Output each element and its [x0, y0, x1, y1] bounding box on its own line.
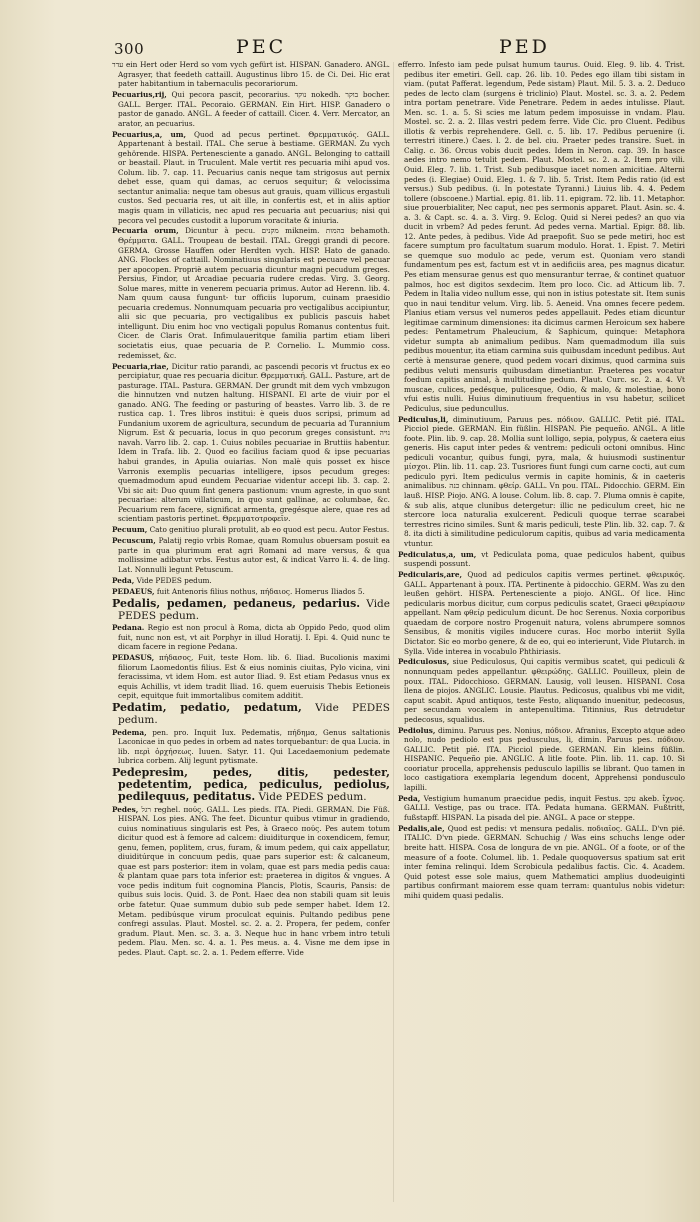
entry-text: Quod est pedis: vt mensura pedalis. ποδιαῖος. GALL. D'vn pié. ITALIC. D'vn piede. GERMAN. Schuchig / Was eins schuchs lenge oder breite hatt. HISPA. Cosa de longura de vn pie. ANGL. Of a foote, or of the measure of a foote. Columel. lib. 1. Pedale quoquoversus spatium sat erit inter femina relinqui. Idem Scrobicula pedalibus factis. Cic. 4. Academ. Quid potest esse sole maius, quem Mathematici amplius duodeuiginti partibus confirmant maiorem esse quam terram: quantulus nobis videtur: mihi quidem quasi pedalis.	[404, 823, 685, 900]
dictionary-entry	[398, 657, 685, 724]
entry-lemma: Pedana.	[112, 622, 145, 632]
entry-lemma: Pedicularis,are,	[398, 570, 463, 580]
entry-lemma: Pecuscum,	[112, 536, 156, 546]
entry-lemma: Pediculus,li,	[398, 414, 449, 424]
entry-text: עדר ein Hert oder Herd so vom vych gefürt ist. HISPAN. Ganadero. ANGL. Agrasyer, that feedeth cattaill. Augustinus libro 15. de Ci. Dei. Hic erat pater habitantium in tabernaculis pecorariorum.	[112, 60, 390, 89]
dictionary-entry	[398, 726, 685, 793]
entry-text: Vide PEDES pedum.	[136, 575, 212, 585]
entry-text: Dicuntur à pecu. מקנים mikneim. בהמות behamoth. Θρέμματα. GALL. Troupeau de bestail. ITAL. Greggi grandi di pecore. GERMA. Grosse Hauffen oder Herdten vych. HISP. Hato de ganado. ANG. Flockes of cattaill. Nominatiuus singularis est pecuare vel pecuar per apocopen. Propriè autem pecuaria dicuntur magni pecudum greges. Persius, Findor, ut Arcadiae pecuaria rudere credas. Virg. 3. Georg. Solue mares, mitte in venerem pecuaria primus. Autor ad Herenn. lib. 4. Nam quum causa fungunt- tur officiis luporum, cuinam praesidio pecuaria credemus. Nonnumquam pecuaria pro vectigalibus accipiuntur, alii sic que pecuaria, pro vectigalibus ex publicis pascuis habet intelligunt. Diu enim hoc vno vectigali populus Romanus contentus fuit. Cicer. de Claris Orat. Infimulaueritque familia partim etiam liberi societatis eius, quae pecuaria de P. Cornelio. L. Mummio coss. redemisset, &c.	[118, 226, 390, 360]
dictionary-entry	[112, 767, 390, 803]
entry-text: diminu. Paruus pes. Nonius, πόδιον. Afranius, Excepto atque adeo nolo, nudo pediolo est pus pedusculus, li, dimin. Paruus pes. πόδιον. GALLIC. Petit pié. ITA. Picciol piede. GERMAN. Ein kleins füßlin. HISPANIC. Pequeño pie. ANGLIC. A litle foote. Plin. lib. 11. cap. 10. Si cooriatur procella, apprehensis pedusculo lapillis se librant. Quo tamen in loco castigatiora exemplaria legendum docent, Apprehensi pondusculo lapilli.	[404, 725, 685, 792]
dictionary-entry	[112, 226, 390, 360]
entry-text: Qui pecora pascit, pecorarius. נוקד nokedh. בוקר bocher. GALL. Berger. ITAL. Pecoraio. GERMAN. Ein Hirt. HISP. Ganadero o pastor de ganado. ANGL. A feeder of cattaill. Cicer. 4. Verr. Mercator, an arator, an pecuarius.	[118, 90, 390, 128]
entry-text: Vide PEDES pedum.	[118, 702, 390, 727]
dictionary-entry	[112, 60, 390, 89]
entry-lemma: Pecuum,	[112, 525, 148, 535]
entry-text: fuit Antenoris filius nothus, πήδαιος. Homerus Iliados 5.	[156, 586, 365, 596]
dictionary-entry	[398, 415, 685, 549]
entry-text: Dicitur ratio parandi, ac pascendi pecoris vt fructus ex eo percipiatur, quae res pecuaria dicitur. Θρεμματική. GALL. Pasture, art de pasturage. ITAL. Pastura. GERMAN. Der grundt mit dem vych vmbzugon die hinnutzen vnd nutzen haltung. HISPANI. El arte de viuir por el ganado. ANG. The feeding or pasturing of beastes. Varro lib. 3. de re rustica cap. 1. Tres libros institui: è queis duos scripsi, primum ad Fundanium uxorem de agricultura, secundum de pecuaria ad Turannium Nigrum. Est & pecuaria, locus in quo pecorum greges consistunt. נויה navah. Varro lib. 2. cap. 1. Cuius nobiles pecuariae in Bruttiis habentur. Idem in Trafa. lib. 2. Quod eo facilius faciam quod & ipse pecuarias habui grandes, in Apulia ouiarias. Non malè quis posset ex hisce Varronis exemplis pecuarias intelligere, ipsos pecudum greges: quemadmodum apud eundem Pecuariae videntur accepi lib. 3. cap. 2. Vbi sic ait: Duo quum fint genera pastionum: vnum agreste, in quo sunt pecuariae: alterum villaticum, in quo sunt gallinae, ac columbae, &c. Pecuarium rem facere, significat armenta, gregésque alere, quae res ad scientiam pastoris pertinet. Θρεμματοτροφεῖν.	[118, 361, 390, 524]
entry-text: Quod ad pediculos capitis vermes pertinet. φθειρικός. GALL. Appartenant à poux. ITA. Pertinente à pidocchio. GERM. Was zu den leußen gehört. HISPA. Pertenesciente a piojo. ANGL. Of lice. Hinc pedicularis morbus dicitur, cum corpus pediculis scatet, Graeci φθειρίασιν appellant. Nam φθείρ pediculum dicunt. De hoc Serenus. Noxia corporibus quaedam de corpore nostro Progenuit natura, volens abrumpere somnos Sensibus, & monitis vigiles inducere curas. Hoc morbo interiit Sylla Dictator. Sic eo morbo genere, & de eo, qui eo interierunt, Vide Plutarch. in Sylla. Vide interea in vocabulo Phthiriasis.	[404, 570, 685, 656]
entry-lemma: Pedatim, pedatio, pedatum,	[112, 701, 302, 715]
entry-text: רגל reghel. πούς. GALL. Les pieds. ITA. Piedi. GERMAN. Die Füß. HISPAN. Los pies. ANG. The feet. Dicuntur quibus vtimur in gradiendo, cuius nominatiuus singularis est Pes, à Graeco πούς. Pes autem totum dicitur quod est à femore ad calcem: diuiditurque in coxendicem, femur, genu, femen, poplitem, crus, furam, & imum pedem, qui caix appellatur, diuiditúrque in concuum pedis, quae pars superior est: & calcaneum, quae est pars posterior: item in volam, quae est pars media pedis caua: & plantam quae pars tota inferior est: praeterea in digitos & vngues. A voce pedis inditum fuit cognomina Plancis, Plotis, Scauris, Pansis: de quibus suis locis. Quid. 3. de Pont. Haec dea non stabili quam sit leuis orbe fatetur. Quae summum dubio sub pede semper habet. Idem 12. Metam. pedibúsque virum proculcat equinis. Pultando pedibus pene confregi assulas. Plaut. Mostel. sc. 2. a. 2. Propera, fer pedem, confer gradum. Plaut. Men. sc. 3. a. 3. Neque huc in hanc vrbem intro tetuli pedem. Plau. Men. sc. 4. a. 1. Pes meus. a. 4. Visne me dem ipse in pedes. Plaut. Capt. sc. 2. a. 1. Pedem efferre. Vide	[118, 804, 390, 957]
entry-text: Palatij regio vrbis Romae, quam Romulus obuersam posuit ea parte in qua plurimum erat agri Romani ad mare versus, & qua mollissime adibatur vrbs. Festus autor est, & indicat Varro li. 4. de ling. Lat. Nonnulli legunt Petuscum.	[118, 536, 390, 574]
dictionary-entry	[112, 362, 390, 524]
entry-text: efferro. Infesto iam pede pulsat humum taurus. Ouid. Eleg. 9. lib. 4. Trist. pedibus iter emetiri. Gell. cap. 26. lib. 10. Pedes ego illam tibi sistam in viam. (putat Pafferat. legendum, Pede sistam) Plaut. Mil. 5. 3. a. 2. Deduco pedes de lecto clam (surgens è triclinio) Plaut. Mostel. sc. 3. a. 2. Pedem intra portam penetrare. Vide Penetrare. Pedem in aedes intulisse. Plaut. Men. sc. 1. a. 5. Si scies me latum pedem imposuisse in vndam. Plau. Mostel. sc. 2. a. 2. Illas vestri pedem ferre. Vide Cic. pro Cluent. Pedibus illotis & verbis reprehendere. Gell. c. 5. lib. 17. Pedibus peruenire (i. terrestri itinere.) Caes. l. 2. de bel. ciu. Praeter pedes transire. Suet. in Calig. c. 36. Orcus vobis ducit pedes. Idem in Neron. cap. 39. In hasce aedes intro nemo tetulit pedem. Plaut. Mostel. sc. 2. a. 2. Item pro vili. Ouid. Eleg. 7. lib. 1. Trist. Sub pedibusque iacet nomen amicitiae. Alterni pedes (i. Elegiae) Ouid. Eleg. 1. & 7. lib. 5. Trist. Item Pedis ratio (id est versus.) Sub pedibus. (i. In potestate Tyranni.) Liuius lib. 4. 4. Pedem tollere (obscoene.) Martial. epig. 81. lib. 11. epigram. 72. lib. 11. Metaphor. siue prouerbialiter, Nec caput, nec pes sermonis apparet. Plaut. Asin. sc. 4. a. 3. & Capt. sc. 4. a. 3. Virg. 9. Eclog. Quid si Nerei pedes? an quo via ducit in vrbem? Ad pedes ferunt. Ad pedes verna. Martial. Epigr. 88. lib. 12. Ante pedes, à pedibus. Vide Ad praepofit. Suo se pede metiri, hoc est facere sumptum pro facultatum suarum modulo. Horat. 1. Epist. 7. Metiri se quemque suo modulo ac pede, verum est. Quoniam vero standi fundamentum pes est, factum est vt in aedificiis area, pes magnus dicatur. Pes etiam mensurae genus est quo mensurantur terrae, & continet quatuor palmos, hoc est digitos sexdecim. Item pro loco. Cic. ad Atticum lib. 7. Pedem in Italia video nullum esse, qui non in istius potestate sit. Item sunis quo in naui tenditur velum. Virg. lib. 5. Aeneid. Vna omnes fecere pedem. Planius etiam versus vel numeros pedes appellauit. Pedes etiam dicuntur legitimae carminum dimensiones: ita dicimus carmen Heroicum sex habere pedes: Pentametrum Phaleucium, & Saphicum, quinque: Metaphora videtur sumpta ab animalium pedibus. Nam quemadmodum illa suis pedibus mouentur, ita etiam carmina suis quibusdam incedunt pedibus. Aut certè à mensurae genere, quod pedem vocari diximus, quod carmina suis pedibus veluti mensuris quibusdam dimetiantur. Praeterea pes vocatur foedum capitis animal, à multitudine pedum. Plaut. Curc. sc. 2. a. 4. Vt muscae, culices, pedésque, pulicesque, Odio, & malo, & molestiae, bono vfui estis nulli. Huius diminutiuum frequentius in vsu habetur, scilicet Pediculus, siue peduncullus.	[398, 60, 685, 413]
entry-text: Vestigium humanum praecidue pedis, inquit Festus. עקב akeb. ἴχνος. GALLI. Vestige, pas ou trace. ITA. Pedata humana. GERMAN. Fußtritt, fußstapff. HISPAN. La pisada del pie. ANGL. A pace or steppe.	[404, 793, 685, 822]
running-head-left: PEC	[236, 36, 287, 58]
entry-lemma: Pecuarius,rij,	[112, 90, 167, 100]
entry-lemma: Pediculatus,a, um,	[398, 549, 477, 559]
entry-text: vt Pediculata poma, quae pediculos habent, quibus suspendi possunt.	[404, 549, 685, 569]
entry-text: pen. pro. Inquit Iux. Pedematis, πήδημα, Genus saltationis Laconicae in quo pedes in orbem ad nates torquebantur: de qua Lucia. in lib. περὶ ὀρχήσεως. Iuuen. Satyr. 11. Qui Lacedaemonium pedemate lubrica corbem. Alij legunt pytismate.	[118, 727, 390, 766]
dictionary-entry	[112, 702, 390, 726]
entry-lemma: Pedalis, pedamen, pedaneus, pedarius.	[112, 596, 361, 610]
column-divider	[393, 62, 394, 1202]
dictionary-entry	[112, 728, 390, 766]
dictionary-entry	[112, 653, 390, 701]
entry-text: diminutiuum, Paruus pes. πόδιον. GALLIC. Petit pié. ITAL. Picciol piede. GERMAN. Ein füßlin. HISPAN. Pie pequeño. ANGL. A litle foote. Plin. lib. 9. cap. 28. Mollia sunt lolligo, sepia, polypus, & caetera eius generis. His caput inter pedes & ventrem: pediculi octoni omnibus. Hinc pediculi vocantur, quibus fungi, pyra, mala, & huiusmodi sustinentur μίσχοι. Plin. lib. 11. cap. 23. Tusriores fiunt fungi cum carne cocti, aut cum pediculo pyri. Item pediculus vermis in capite hominis, & in caeteris animalibus. כנה chinnam. φθείρ. GALL. Vn pou. ITAL. Pidocchio. GERM. Ein lauß. HISP. Piojo. ANG. A louse. Colum. lib. 8. cap. 7. Pluma omnis è capite, & sub alis, atque clunibus detergetur: illic ne pediculum creet, hic ne stercore loca naturalia exulcerent. Pediculi quoque terrae scarabei terrestres ricino similes. Sunt & maris pediculi, teste Plin. lib. 32. cap. 7. & 8. ita dicti à similitudine pediculorum capitis, quibus ad varia medicamenta vtuntur.	[404, 414, 685, 548]
dictionary-entry	[112, 525, 390, 535]
entry-lemma: Pecuarius,a, um,	[112, 129, 187, 139]
entry-lemma: Pedema,	[112, 727, 147, 737]
dictionary-entry	[398, 570, 685, 656]
entry-text: Quod ad pecus pertinet. Θρεμματικός. GALL. Appartenant à bestail. ITAL. Che serue à bestiame. GERMAN. Zu vych gehörende. HISPA. Pertenesciente a ganado. ANGL. Belonging to cattaill or beastail. Plaut. in Truculent. Male vertit res pecuaria mihi apud vos. Colum. lib. 7. cap. 11. Pecuarius canis neque tam strigosus aut pernix debet esse, quam qui damas, ac ceruos sequitur; & velocissima sectantur animalia: neque tam obesus aut grauis, quam villicus ergastuli custos. Sed pecuaria res, ut ait ille, in confertis est, et in aliis aptior magis quam in villaticis, nec apud res pecuaria aut pecuarius; nisi qui pecora vel pecudes custodit a luporum voracitate & iniuria.	[118, 129, 390, 225]
entry-lemma: PEDAEUS,	[112, 586, 155, 596]
dictionary-entry	[112, 576, 390, 586]
dictionary-entry	[398, 824, 685, 900]
page-number: 300	[114, 40, 145, 58]
entry-text: Regio est non procul à Roma, dicta ab Oppido Pedo, quod olim fuit, nunc non est, vt ait Porphyr in illud Horatij. I. Epi. 4. Quid nunc te dicam facere in regione Pedana.	[118, 622, 390, 652]
entry-lemma: Pecuaria,riae,	[112, 361, 169, 371]
dictionary-entry	[112, 623, 390, 652]
entry-lemma: Pedepresim, pedes, ditis, pedester, pedetentim, pedica, pediculus, pediolus, pedilequus, peditatus.	[112, 766, 390, 804]
entry-lemma: Pediculosus,	[398, 657, 450, 667]
dictionary-entry	[112, 805, 390, 958]
entry-text: πήδασος, Fuit, teste Hom. lib. 6. Iliad. Bucolionis maximi filiorum Laomedontis filius. Est & eius nominis ciuitas, Pylo vicina, vini feracissima, vt idem Hom. est autor Iliad. 9. Est etiam Pedasus vnus ex equis Achillis, vt idem tradit Iliad. 16. quem eueruisis Thebis Eetioneis cepit, equitque fuit immortalibus comitem additit.	[118, 653, 390, 701]
dictionary-entry	[112, 130, 390, 225]
entry-lemma: Pecuaria orum,	[112, 226, 179, 236]
entry-text: Vide PEDES pedum.	[118, 597, 390, 622]
right-column	[398, 60, 685, 1208]
left-column	[112, 60, 390, 1208]
entry-lemma: Peda,	[398, 793, 421, 803]
entry-lemma: Pedalis,ale,	[398, 823, 445, 833]
dictionary-entry	[112, 536, 390, 574]
entry-lemma: Peda,	[112, 575, 135, 585]
entry-lemma: Pedes,	[112, 804, 139, 814]
entry-lemma: PEDASUS,	[112, 653, 155, 663]
dictionary-entry	[398, 550, 685, 569]
entry-text: Vide PEDES pedum.	[258, 791, 367, 804]
page-header	[0, 36, 700, 62]
dictionary-entry	[398, 794, 685, 823]
dictionary-entry	[398, 60, 685, 413]
dictionary-entry	[112, 587, 390, 597]
running-head-right: PED	[499, 36, 550, 58]
entry-lemma: Pediolus,	[398, 725, 436, 735]
entry-text: siue Pediculosus, Qui capitis vermibus scatet, qui pediculi & nonnunquam pedes appellantur. φθειρώδης. GALLIC. Pouilleux, plein de poux. ITAL. Pidocchioso. GERMAN. Lausig, voll leusen. HISPANI. Cosa llena de piojos. ANGLIC. Lousie. Plautus. Pedicosus, qualibus vbi me vidit, caput scabit. Apud antiquos, teste Festo, aliquando inuenitur, pedecosus, per secundam vocalem in antepenultima. Titinnius, Rus detrudetur pedecosus, squalidus.	[404, 657, 685, 724]
dictionary-entry	[112, 598, 390, 622]
dictionary-entry	[112, 90, 390, 128]
entry-text: Cato genitiuo plurali protulit, ab eo quod est pecu. Autor Festus.	[149, 525, 390, 535]
